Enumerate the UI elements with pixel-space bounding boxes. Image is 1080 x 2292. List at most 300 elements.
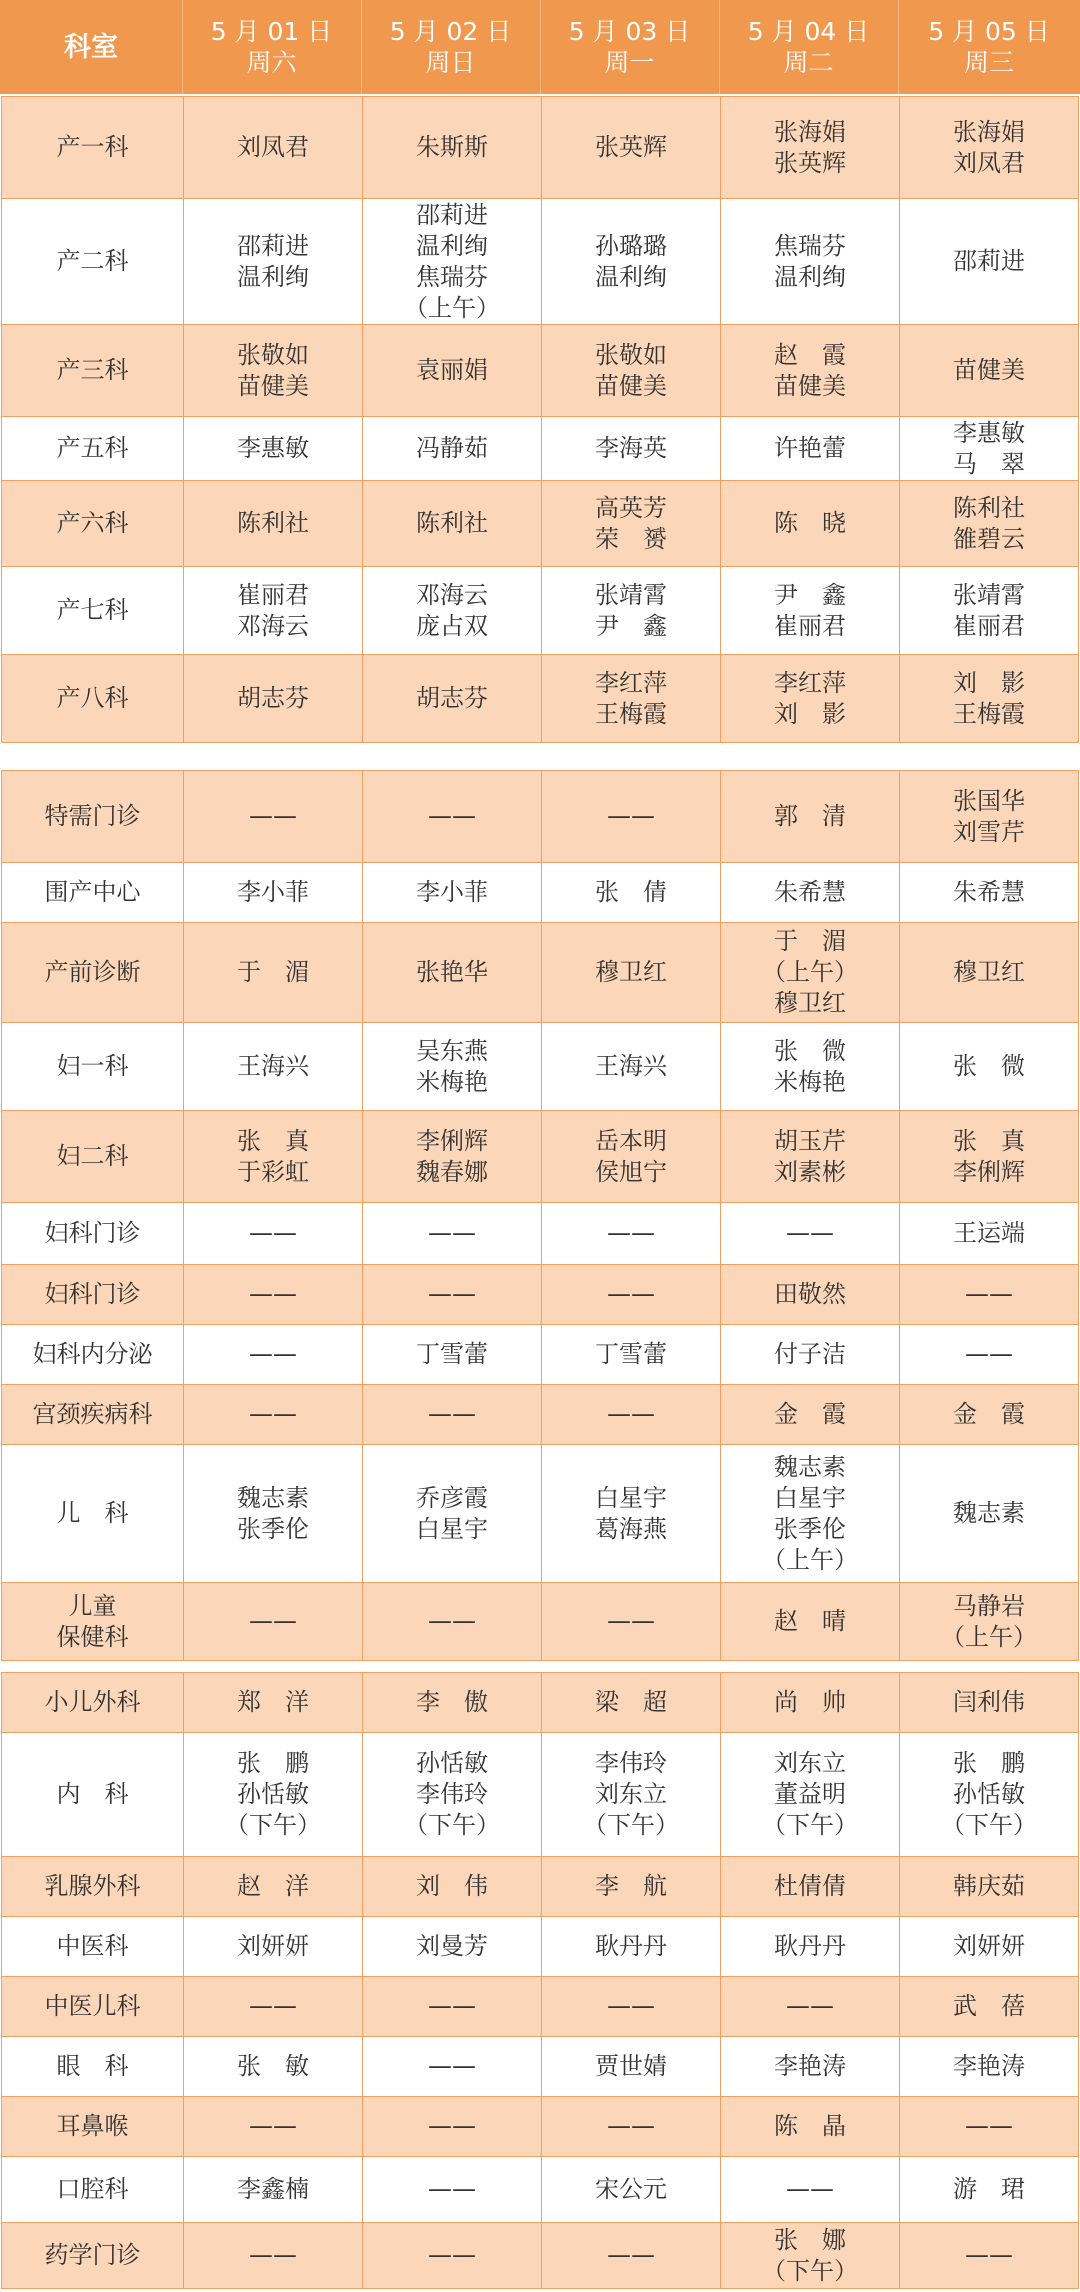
- duty-cell: [900, 481, 1079, 567]
- duty-cell: [721, 1673, 900, 1733]
- cell-line: 丁雪蕾: [416, 1340, 488, 1368]
- duty-cell: [363, 1203, 542, 1265]
- dept-cell: [2, 1265, 184, 1325]
- table-row: [2, 863, 1079, 923]
- duty-cell: [542, 2157, 721, 2223]
- duty-cell: [900, 1385, 1079, 1445]
- cell-line: 魏志素: [774, 1452, 846, 1481]
- day-header-5: [898, 0, 1080, 94]
- cell-line: 岳本明: [595, 1126, 667, 1155]
- cell-line: 郭 清: [774, 802, 846, 830]
- table-row: [2, 1385, 1079, 1445]
- cell-line: 温利绚: [237, 262, 309, 291]
- dept-cell: [2, 1583, 184, 1661]
- duty-cell: [900, 771, 1079, 863]
- cell-line: 张艳华: [416, 958, 488, 986]
- cell-line: 吴东燕: [416, 1036, 488, 1065]
- duty-cell: [900, 863, 1079, 923]
- cell-line: 李 傲: [416, 1688, 488, 1716]
- table-row: [2, 1445, 1079, 1583]
- duty-cell: [363, 771, 542, 863]
- duty-cell: [721, 2223, 900, 2289]
- duty-cell: [721, 1265, 900, 1325]
- duty-cell: [542, 567, 721, 655]
- cell-line: 刘素彬: [774, 1157, 846, 1186]
- cell-line: ——: [786, 1992, 834, 2020]
- table-row: [2, 1733, 1079, 1857]
- cell-line: ——: [428, 802, 476, 830]
- duty-cell: [721, 2157, 900, 2223]
- cell-line: 李惠敏: [237, 434, 309, 462]
- cell-line: 刘雪芹: [953, 817, 1025, 846]
- dept-cell: [2, 417, 184, 481]
- day-date: 5 月 01 日: [210, 17, 333, 46]
- cell-line: 尚 帅: [774, 1688, 846, 1716]
- cell-line: 妇科门诊: [44, 1280, 141, 1308]
- duty-cell: [542, 1733, 721, 1857]
- dept-cell: [2, 2223, 184, 2289]
- duty-cell: [721, 1325, 900, 1385]
- duty-cell: [184, 2157, 363, 2223]
- dept-cell: [2, 1673, 184, 1733]
- table-row: [2, 1023, 1079, 1111]
- cell-line: ——: [786, 2175, 834, 2203]
- duty-cell: [542, 1023, 721, 1111]
- day-weekday: 周一: [604, 48, 655, 77]
- cell-line: （上午）: [762, 1545, 858, 1574]
- duty-cell: [900, 2223, 1079, 2289]
- cell-line: 王海兴: [595, 1052, 667, 1080]
- cell-line: 李艳涛: [774, 2052, 846, 2080]
- schedule-section-1: [1, 96, 1079, 743]
- cell-line: 米梅艳: [774, 1067, 846, 1096]
- dept-cell: [2, 1111, 184, 1203]
- cell-line: ——: [607, 2241, 655, 2269]
- cell-line: 马 翠: [953, 449, 1025, 478]
- duty-cell: [184, 1325, 363, 1385]
- duty-cell: [900, 1445, 1079, 1583]
- cell-line: （上午）: [941, 1622, 1037, 1651]
- duty-cell: [363, 97, 542, 199]
- cell-line: 张季伦: [774, 1514, 846, 1543]
- cell-line: 刘 伟: [416, 1872, 488, 1900]
- cell-line: 中医科: [56, 1932, 129, 1960]
- cell-line: 魏志素: [953, 1499, 1025, 1527]
- duty-cell: [542, 1857, 721, 1917]
- cell-line: 胡志芬: [237, 684, 309, 712]
- dept-cell: [2, 97, 184, 199]
- day-header-3: [540, 0, 719, 94]
- duty-cell: [542, 923, 721, 1023]
- duty-cell: [900, 1857, 1079, 1917]
- duty-cell: [721, 2037, 900, 2097]
- cell-line: 苗健美: [595, 371, 667, 400]
- duty-cell: [184, 199, 363, 325]
- cell-line: 梁 超: [595, 1688, 667, 1716]
- cell-line: 刘妍妍: [953, 1932, 1025, 1960]
- cell-line: （下午）: [583, 1811, 679, 1839]
- cell-line: 陈 晶: [774, 2112, 846, 2140]
- duty-cell: [363, 1583, 542, 1661]
- cell-line: 产七科: [56, 596, 129, 624]
- duty-cell: [900, 1111, 1079, 1203]
- cell-line: ——: [249, 802, 297, 830]
- cell-line: ——: [428, 1992, 476, 2020]
- duty-cell: [542, 655, 721, 743]
- day-weekday: 周二: [783, 48, 834, 77]
- duty-cell: [184, 1265, 363, 1325]
- duty-cell: [363, 325, 542, 417]
- duty-cell: [363, 1325, 542, 1385]
- cell-line: 刘 影: [774, 699, 846, 728]
- cell-line: 赵 晴: [774, 1607, 846, 1635]
- table-row: [2, 771, 1079, 863]
- duty-cell: [542, 1325, 721, 1385]
- duty-cell: [363, 1265, 542, 1325]
- cell-line: 游 珺: [953, 2175, 1025, 2203]
- dept-cell: [2, 199, 184, 325]
- duty-cell: [184, 1673, 363, 1733]
- day-date: 5 月 02 日: [389, 17, 512, 46]
- table-row: [2, 1111, 1079, 1203]
- duty-cell: [184, 417, 363, 481]
- cell-line: 内 科: [56, 1780, 129, 1808]
- cell-line: 保健科: [56, 1622, 129, 1651]
- cell-line: 马静岩: [953, 1591, 1025, 1620]
- duty-cell: [721, 923, 900, 1023]
- table-row: [2, 1977, 1079, 2037]
- dept-cell: [2, 2037, 184, 2097]
- cell-line: （下午）: [941, 1811, 1037, 1839]
- cell-line: 药学门诊: [44, 2241, 141, 2269]
- duty-cell: [721, 1583, 900, 1661]
- cell-line: （下午）: [762, 2256, 858, 2285]
- cell-line: 李鑫楠: [237, 2175, 309, 2203]
- duty-cell: [184, 863, 363, 923]
- cell-line: 小儿外科: [44, 1688, 141, 1716]
- cell-line: 李 航: [595, 1872, 667, 1900]
- cell-line: ——: [428, 1280, 476, 1308]
- header-divider: [182, 0, 183, 94]
- duty-cell: [721, 1857, 900, 1917]
- duty-cell: [542, 2097, 721, 2157]
- day-header-1: [182, 0, 361, 94]
- cell-line: 产一科: [56, 133, 129, 161]
- cell-line: 于 湄: [774, 927, 846, 955]
- cell-line: 邵莉进: [237, 231, 309, 260]
- cell-line: 白星宇: [416, 1514, 488, 1543]
- duty-cell: [900, 1265, 1079, 1325]
- day-date: 5 月 04 日: [747, 17, 870, 46]
- cell-line: ——: [786, 1219, 834, 1247]
- cell-line: 王运端: [953, 1219, 1025, 1247]
- cell-line: 丁雪蕾: [595, 1340, 667, 1368]
- table-row: [2, 1917, 1079, 1977]
- table-row: [2, 2223, 1079, 2289]
- cell-line: 孙璐璐: [595, 231, 667, 260]
- duty-cell: [900, 1023, 1079, 1111]
- cell-line: 口腔科: [56, 2175, 129, 2203]
- duty-cell: [363, 199, 542, 325]
- cell-line: 张英辉: [595, 133, 667, 161]
- cell-line: 田敬然: [774, 1280, 846, 1308]
- cell-line: 温利绚: [595, 262, 667, 291]
- dept-column-header: 科室: [64, 31, 118, 63]
- cell-line: 朱斯斯: [416, 133, 488, 161]
- duty-cell: [900, 2097, 1079, 2157]
- cell-line: ——: [428, 2052, 476, 2080]
- cell-line: 妇科内分泌: [32, 1340, 153, 1368]
- duty-cell: [900, 2037, 1079, 2097]
- cell-line: 金 霞: [953, 1400, 1025, 1428]
- cell-line: 李红萍: [774, 668, 846, 697]
- cell-line: 苗健美: [237, 371, 309, 400]
- cell-line: 王梅霞: [595, 699, 667, 728]
- cell-line: 胡志芬: [416, 684, 488, 712]
- cell-line: 宫颈疾病科: [32, 1400, 153, 1428]
- duty-cell: [721, 199, 900, 325]
- cell-line: 张敬如: [237, 340, 309, 369]
- cell-line: 李伟玲: [416, 1780, 488, 1808]
- cell-line: 贾世婧: [595, 2052, 667, 2080]
- cell-line: 产六科: [56, 509, 129, 537]
- duty-cell: [184, 1857, 363, 1917]
- duty-cell: [184, 567, 363, 655]
- duty-cell: [721, 1111, 900, 1203]
- day-weekday: 周三: [963, 48, 1014, 77]
- cell-line: 产二科: [56, 247, 129, 275]
- cell-line: 邵莉进: [416, 200, 488, 229]
- duty-cell: [721, 1023, 900, 1111]
- duty-cell: [184, 1583, 363, 1661]
- table-row: [2, 2097, 1079, 2157]
- cell-line: ——: [428, 2112, 476, 2140]
- cell-line: ——: [249, 1219, 297, 1247]
- cell-line: 张 真: [953, 1126, 1025, 1155]
- duty-cell: [721, 2097, 900, 2157]
- cell-line: 围产中心: [44, 878, 141, 906]
- duty-cell: [363, 1023, 542, 1111]
- cell-line: 杜倩倩: [774, 1872, 846, 1900]
- cell-line: 李惠敏: [953, 418, 1025, 447]
- cell-line: ——: [428, 1400, 476, 1428]
- duty-cell: [363, 1445, 542, 1583]
- duty-cell: [900, 199, 1079, 325]
- cell-line: （下午）: [404, 1811, 500, 1839]
- dept-cell: [2, 1917, 184, 1977]
- header-divider: [719, 0, 720, 94]
- duty-cell: [363, 863, 542, 923]
- cell-line: 陈利社: [416, 509, 488, 537]
- duty-cell: [721, 863, 900, 923]
- cell-line: （下午）: [762, 1811, 858, 1839]
- dept-cell: [2, 1325, 184, 1385]
- cell-line: ——: [249, 1340, 297, 1368]
- cell-line: 魏春娜: [416, 1157, 488, 1186]
- duty-cell: [900, 1203, 1079, 1265]
- dept-cell: [2, 863, 184, 923]
- cell-line: 陈利社: [237, 509, 309, 537]
- cell-line: 乔彦霞: [416, 1483, 488, 1512]
- cell-line: 邓海云: [237, 611, 309, 640]
- cell-line: 张季伦: [237, 1514, 309, 1543]
- cell-line: 崔丽君: [953, 611, 1025, 640]
- cell-line: ——: [607, 1219, 655, 1247]
- duty-cell: [363, 2097, 542, 2157]
- table-row: [2, 2037, 1079, 2097]
- duty-cell: [542, 1385, 721, 1445]
- duty-cell: [542, 97, 721, 199]
- duty-cell: [542, 1917, 721, 1977]
- duty-cell: [721, 417, 900, 481]
- cell-line: 穆卫红: [953, 958, 1025, 986]
- cell-line: 焦瑞芬: [774, 231, 846, 260]
- duty-cell: [363, 567, 542, 655]
- day-header-2: [361, 0, 540, 94]
- duty-cell: [542, 771, 721, 863]
- cell-line: 赵 洋: [237, 1872, 309, 1900]
- duty-cell: [542, 481, 721, 567]
- cell-line: 耳鼻喉: [56, 2112, 129, 2140]
- cell-line: 陈利社: [953, 493, 1025, 522]
- cell-line: 产八科: [56, 684, 129, 712]
- cell-line: 张 倩: [595, 878, 667, 906]
- cell-line: 尹 鑫: [774, 580, 846, 609]
- dept-cell: [2, 481, 184, 567]
- duty-cell: [542, 1583, 721, 1661]
- cell-line: 张 微: [774, 1036, 846, 1065]
- cell-line: 郑 洋: [237, 1688, 309, 1716]
- duty-cell: [363, 1857, 542, 1917]
- duty-cell: [363, 2037, 542, 2097]
- table-row: [2, 417, 1079, 481]
- duty-cell: [363, 1673, 542, 1733]
- cell-line: ——: [607, 1280, 655, 1308]
- cell-line: 冯静茹: [416, 434, 488, 462]
- cell-line: 袁丽娟: [416, 356, 488, 384]
- cell-line: 于 湄: [237, 958, 309, 986]
- table-row: [2, 1203, 1079, 1265]
- cell-line: 孙恬敏: [237, 1780, 309, 1808]
- duty-cell: [900, 417, 1079, 481]
- cell-line: ——: [428, 2175, 476, 2203]
- duty-cell: [900, 1325, 1079, 1385]
- cell-line: 产三科: [56, 356, 129, 384]
- cell-line: 温利绚: [416, 231, 488, 260]
- cell-line: 付子洁: [774, 1340, 846, 1368]
- cell-line: 苗健美: [774, 371, 846, 400]
- cell-line: 孙恬敏: [416, 1749, 488, 1777]
- duty-cell: [184, 2097, 363, 2157]
- duty-cell: [721, 325, 900, 417]
- cell-line: 刘 影: [953, 668, 1025, 697]
- dept-cell: [2, 325, 184, 417]
- cell-line: 朱希慧: [953, 878, 1025, 906]
- schedule-section-3: [1, 1672, 1079, 2289]
- cell-line: 耿丹丹: [595, 1932, 667, 1960]
- duty-cell: [721, 97, 900, 199]
- cell-line: 张国华: [953, 786, 1025, 815]
- duty-cell: [184, 1203, 363, 1265]
- table-row: [2, 325, 1079, 417]
- cell-line: 米梅艳: [416, 1067, 488, 1096]
- table-row: [2, 655, 1079, 743]
- cell-line: ——: [965, 2241, 1013, 2269]
- cell-line: 李伟玲: [595, 1749, 667, 1777]
- cell-line: 荣 赟: [595, 524, 667, 553]
- duty-cell: [184, 2037, 363, 2097]
- duty-cell: [721, 481, 900, 567]
- dept-cell: [2, 2097, 184, 2157]
- dept-cell: [2, 771, 184, 863]
- duty-cell: [184, 1111, 363, 1203]
- duty-cell: [900, 655, 1079, 743]
- duty-cell: [363, 1385, 542, 1445]
- cell-line: 张海娟: [774, 117, 846, 146]
- duty-cell: [184, 97, 363, 199]
- duty-cell: [184, 1445, 363, 1583]
- cell-line: 高英芳: [595, 493, 667, 522]
- table-row: [2, 97, 1079, 199]
- dept-cell: [2, 1023, 184, 1111]
- cell-line: ——: [607, 2112, 655, 2140]
- cell-line: 于彩虹: [237, 1157, 309, 1186]
- cell-line: ——: [965, 2112, 1013, 2140]
- cell-line: 李小菲: [416, 878, 488, 906]
- dept-cell: [2, 1733, 184, 1857]
- duty-cell: [542, 325, 721, 417]
- dept-cell: [2, 923, 184, 1023]
- duty-cell: [542, 1111, 721, 1203]
- duty-cell: [363, 923, 542, 1023]
- cell-line: 张 鹏: [953, 1749, 1025, 1777]
- cell-line: 白星宇: [774, 1483, 846, 1512]
- duty-cell: [900, 325, 1079, 417]
- cell-line: ——: [965, 1340, 1013, 1368]
- cell-line: 张敬如: [595, 340, 667, 369]
- dept-cell: [2, 1203, 184, 1265]
- cell-line: 武 蓓: [953, 1992, 1025, 2020]
- cell-line: 刘东立: [774, 1749, 846, 1777]
- cell-line: 韩庆茹: [953, 1872, 1025, 1900]
- cell-line: 孙恬敏: [953, 1780, 1025, 1808]
- duty-cell: [900, 2157, 1079, 2223]
- duty-cell: [900, 1977, 1079, 2037]
- cell-line: 刘妍妍: [237, 1932, 309, 1960]
- cell-line: 朱希慧: [774, 878, 846, 906]
- cell-line: 刘凤君: [953, 148, 1025, 177]
- header-divider: [540, 0, 541, 94]
- duty-cell: [542, 199, 721, 325]
- dept-cell: [2, 1977, 184, 2037]
- duty-cell: [900, 97, 1079, 199]
- cell-line: 邵莉进: [953, 247, 1025, 275]
- cell-line: 魏志素: [237, 1483, 309, 1512]
- cell-line: ——: [965, 1280, 1013, 1308]
- cell-line: 张 娜: [774, 2225, 846, 2254]
- duty-cell: [363, 1111, 542, 1203]
- cell-line: 董益明: [774, 1780, 846, 1808]
- cell-line: 眼 科: [56, 2052, 129, 2080]
- table-row: [2, 1325, 1079, 1385]
- duty-cell: [900, 923, 1079, 1023]
- duty-cell: [721, 1385, 900, 1445]
- day-weekday: 周日: [425, 48, 476, 77]
- cell-line: ——: [249, 1992, 297, 2020]
- duty-cell: [900, 1673, 1079, 1733]
- cell-line: 妇二科: [56, 1142, 129, 1170]
- cell-line: 张英辉: [774, 148, 846, 177]
